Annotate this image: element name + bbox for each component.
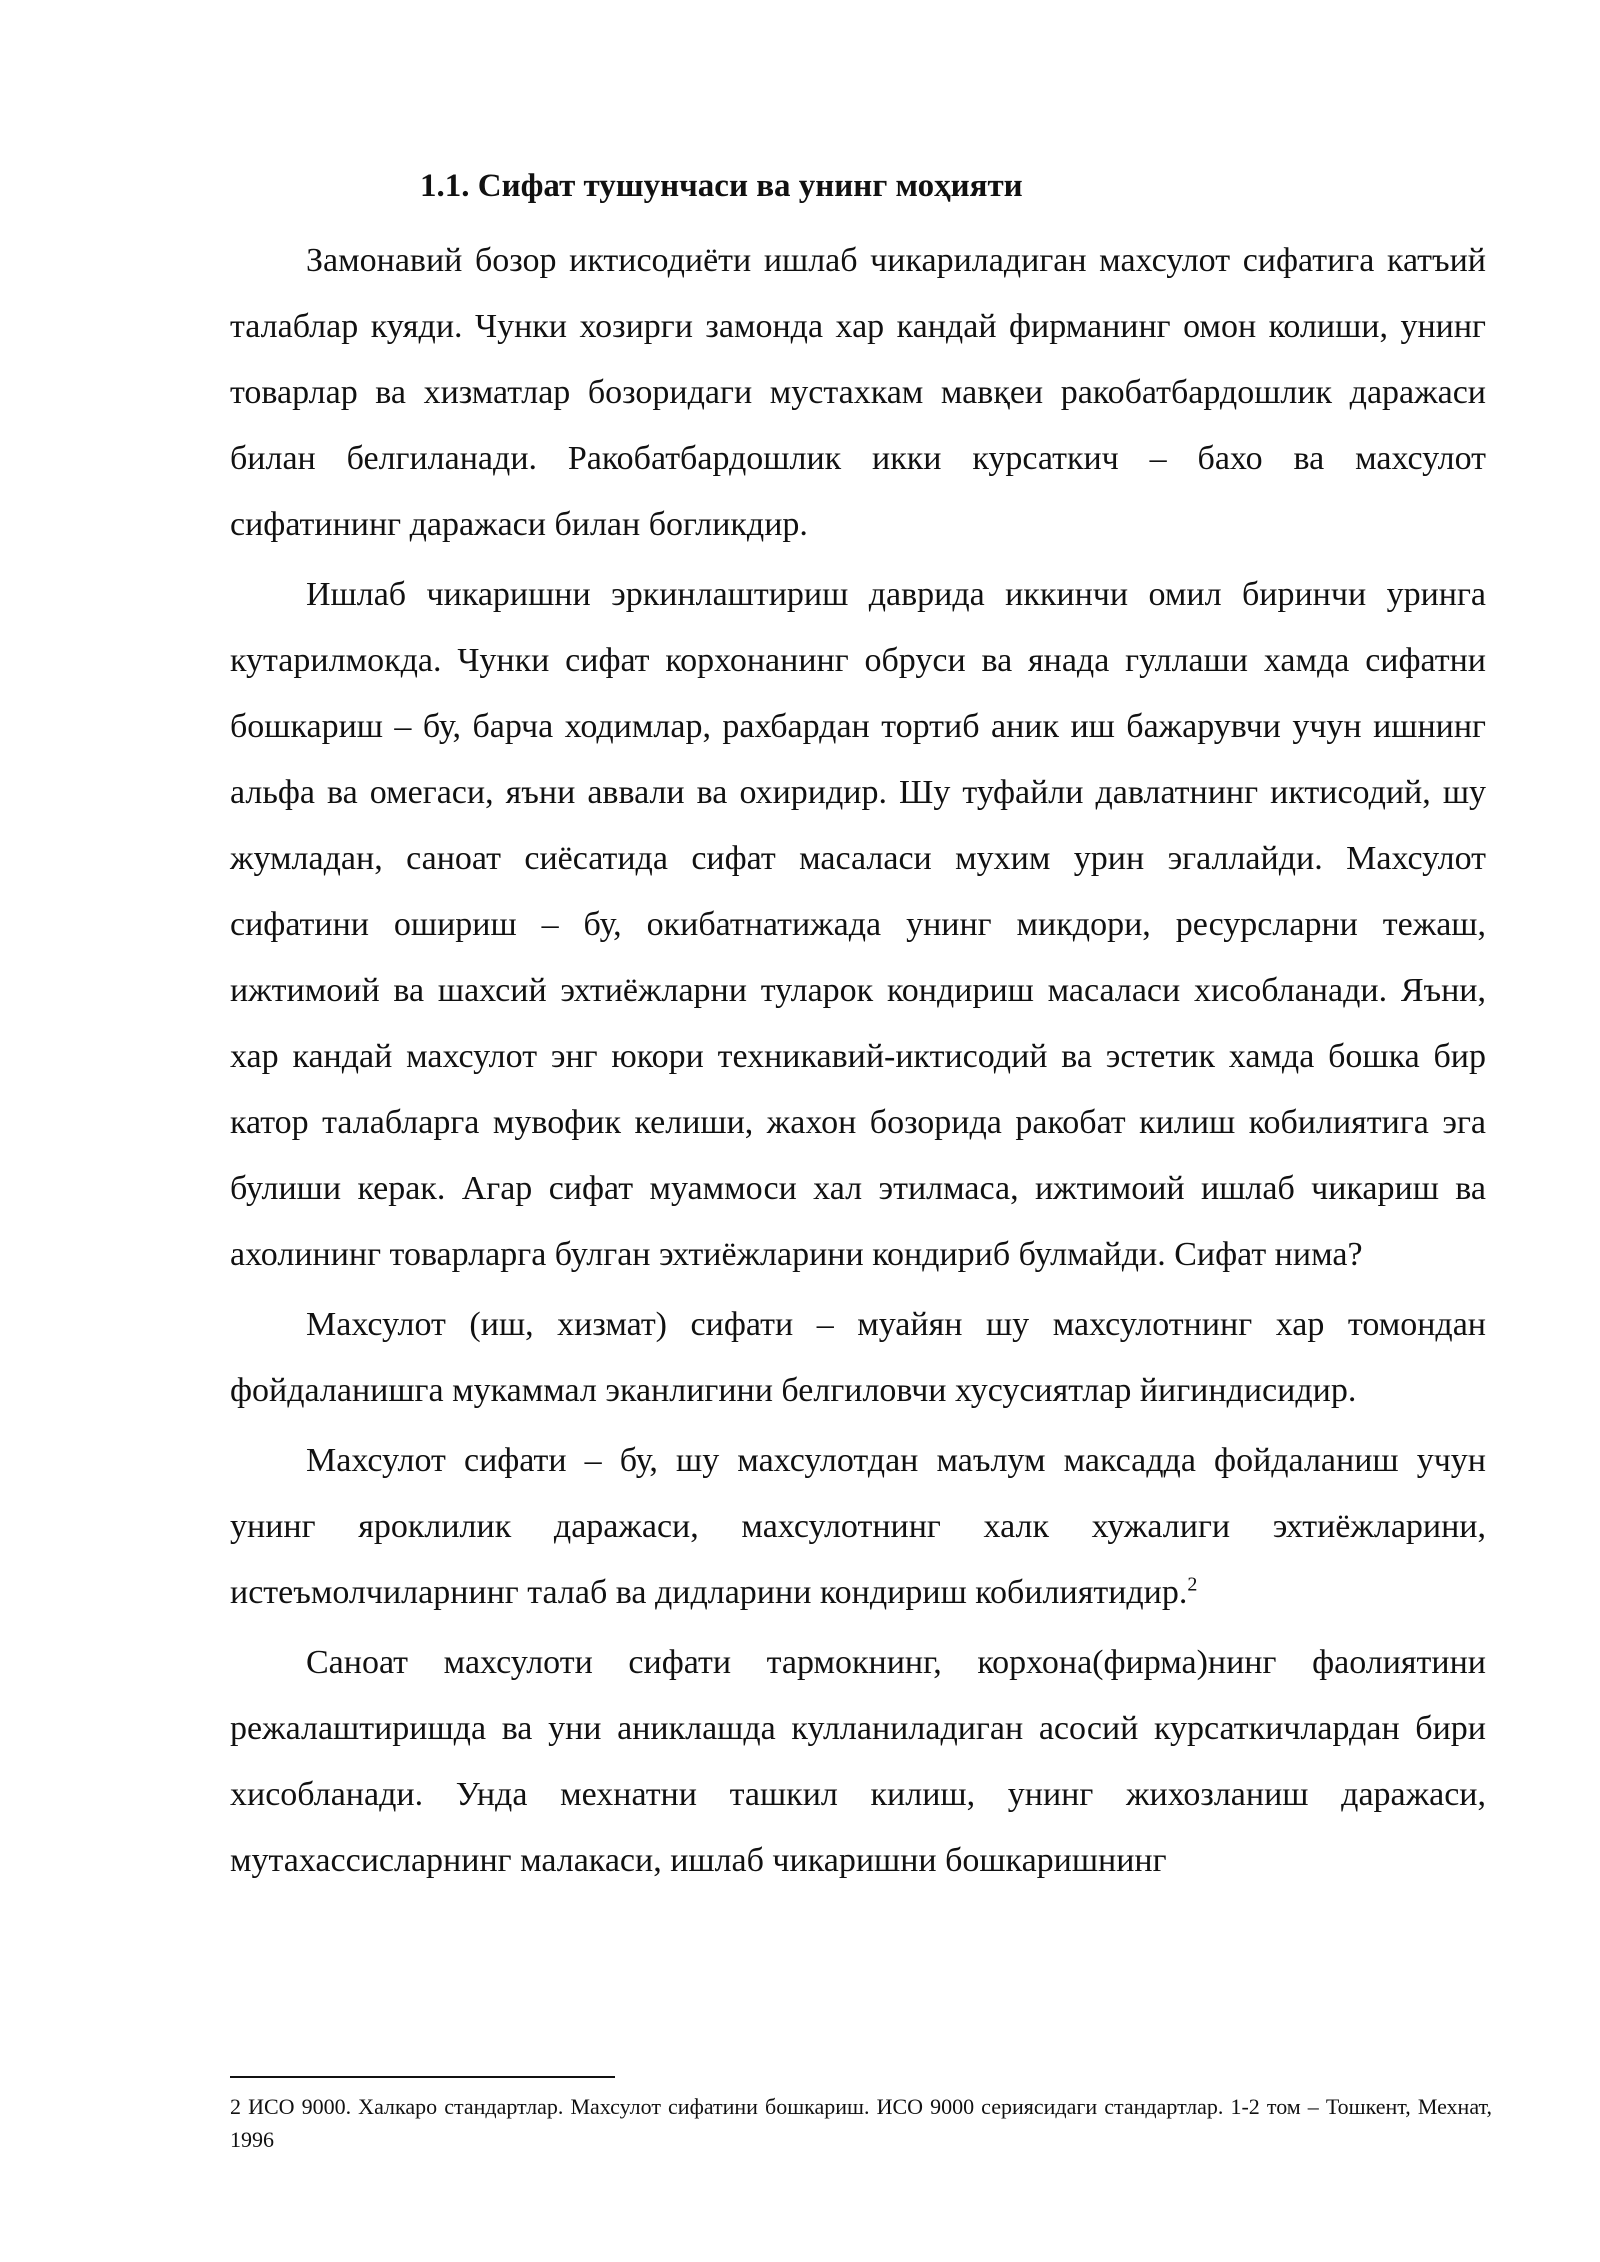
paragraph-4 (230, 1428, 1486, 1626)
footnote-separator (230, 2076, 615, 2078)
body-text (230, 228, 1486, 1894)
paragraph-4-text: Махсулот сифати – бу, шу махсулотдан маълум максадда фойдаланиш учун унинг яроклилик даражаси, махсулотнинг халк хужалиги эхтиёжларини, истеъмолчиларнинг талаб ва дидларини кондириш кобилиятидир. (230, 1442, 1486, 1611)
paragraph-1: Замонавий бозор иктисодиёти ишлаб чикариладиган махсулот сифатига катъий талаблар куяди. Чунки хозирги замонда хар кандай фирманинг омон колиши, унинг товарлар ва хизматлар бозоридаги мустахкам мавқеи ракобатбардошлик даражаси билан белгиланади. Ракобатбардошлик икки курсаткич – бахо ва махсулот сифатининг даражаси билан богликдир. (230, 242, 1486, 543)
section-heading: 1.1. Сифат тушунчаси ва унинг моҳияти (420, 168, 1023, 204)
paragraph-5: Саноат махсулоти сифати тармокнинг, корхона(фирма)нинг фаолиятини режалаштиришда ва уни аниклашда кулланиладиган асосий курсаткичлардан бири хисобланади. Унда мехнатни ташкил килиш, унинг жихозланиш даражаси, мутахассисларнинг малакаси, ишлаб чикаришни бошкаришнинг (230, 1644, 1486, 1879)
footnote: 2 ИСО 9000. Халкаро стандартлар. Махсулот сифатини бошкариш. ИСО 9000 сериясидаги стандартлар. 1-2 том – Тошкент, Мехнат, 1996 (230, 2094, 1492, 2152)
footnote-reference[interactable]: 2 (1187, 1573, 1198, 1596)
paragraph-3: Махсулот (иш, хизмат) сифати – муайян шу махсулотнинг хар томондан фойдаланишга мукаммал эканлигини белгиловчи хусусиятлар йигиндисидир. (230, 1306, 1486, 1409)
paragraph-2: Ишлаб чикаришни эркинлаштириш даврида иккинчи омил биринчи уринга кутарилмокда. Чунки сифат корхонанинг обруси ва янада гуллаши хамда сифатни бошкариш – бу, барча ходимлар, рахбардан тортиб аник иш бажарувчи учун ишнинг альфа ва омегаси, яъни аввали ва охиридир. Шу туфайли давлатнинг иктисодий, шу жумладан, саноат сиёсатида сифат масаласи мухим урин эгаллайди. Махсулот сифатини ошириш – бу, окибатнатижада унинг микдори, ресурсларни тежаш, ижтимоий ва шахсий эхтиёжларни туларок кондириш масаласи хисобланади. Яъни, хар кандай махсулот энг юкори техникавий-иктисодий ва эстетик хамда бошка бир катор талабларга мувофик келиши, жахон бозорида ракобат килиш кобилиятига эга булиши керак. Агар сифат муаммоси хал этилмаса, ижтимоий ишлаб чикариш ва ахолининг товарларга булган эхтиёжларини кондириб булмайди. Сифат нима? (230, 576, 1486, 1273)
